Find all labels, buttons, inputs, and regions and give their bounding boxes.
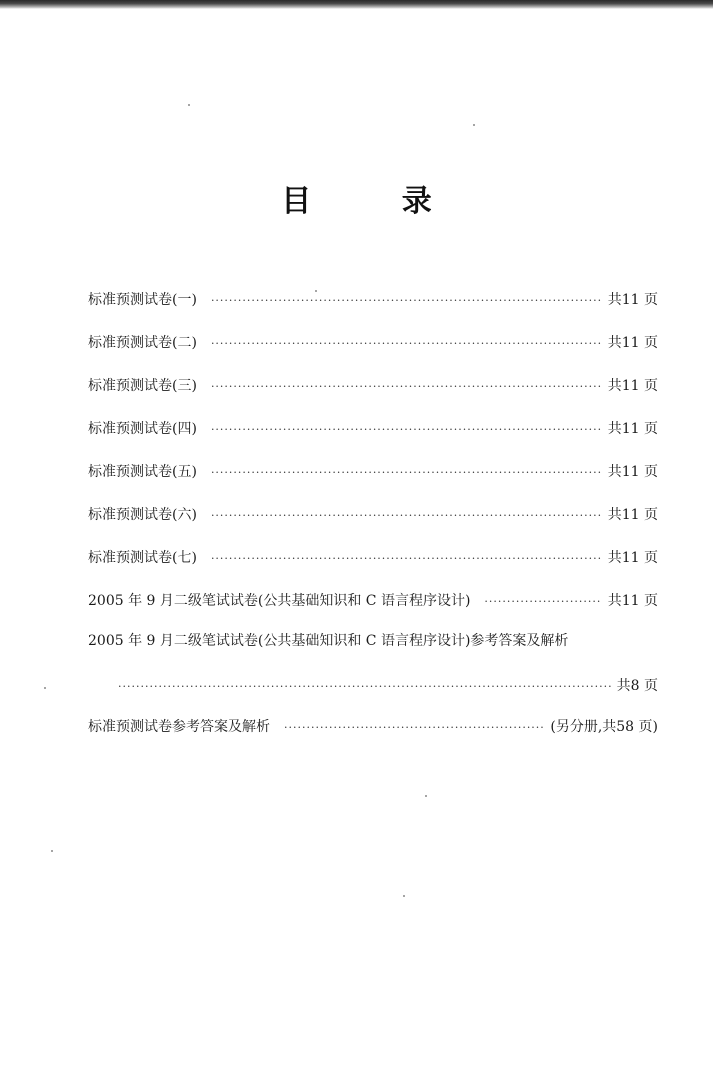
toc-leader-dots — [118, 677, 611, 697]
toc-entry-9[interactable] — [88, 631, 658, 651]
toc-entry-6[interactable] — [88, 505, 658, 526]
scan-speck — [188, 104, 190, 106]
toc-entry-title: 标准预测试卷(一) — [88, 292, 197, 308]
scan-speck — [403, 895, 405, 897]
scan-speck — [425, 795, 427, 797]
toc-entry-title: 标准预测试卷参考答案及解析 — [88, 719, 270, 735]
scan-edge — [0, 0, 713, 9]
scan-speck — [473, 124, 475, 126]
toc-entry-pages: 共11 页 — [607, 378, 658, 394]
scan-speck — [44, 687, 46, 689]
toc-leader-dots — [284, 718, 544, 738]
scan-speck — [51, 850, 53, 852]
toc-leader-dots — [211, 334, 602, 354]
scan-speck — [315, 290, 317, 292]
toc-entry-title: 标准预测试卷(二) — [88, 335, 197, 351]
toc-entry-title: 标准预测试卷(七) — [88, 550, 197, 566]
toc-entry-4[interactable] — [88, 419, 658, 440]
toc-entry-2[interactable] — [88, 333, 658, 354]
toc-entry-7[interactable] — [88, 548, 658, 569]
toc-leader-dots — [211, 506, 602, 526]
toc-entry-title: 标准预测试卷(五) — [88, 464, 197, 480]
toc-entry-pages: 共11 页 — [607, 335, 658, 351]
toc-leader-dots — [211, 549, 602, 569]
toc-entry-5[interactable] — [88, 462, 658, 483]
toc-leader-dots — [211, 291, 602, 311]
toc-entry-8[interactable] — [88, 591, 658, 612]
toc-entry-pages: (另分册,共58 页) — [550, 719, 658, 735]
toc-leader-dots — [211, 420, 602, 440]
toc-entry-title: 2005 年 9 月二级笔试试卷(公共基础知识和 C 语言程序设计) — [88, 593, 471, 609]
toc-entry-title: 标准预测试卷(六) — [88, 507, 197, 523]
toc-entry-pages: 共11 页 — [607, 550, 658, 566]
toc-entry-title: 标准预测试卷(三) — [88, 378, 197, 394]
toc-entry-pages: 共11 页 — [607, 292, 658, 308]
toc-entry-pages: 共11 页 — [607, 593, 658, 609]
toc-entry-title: 标准预测试卷(四) — [88, 421, 197, 437]
toc-entry-pages: 共8 页 — [616, 678, 658, 694]
toc-entry-3[interactable] — [88, 376, 658, 397]
page-title: 目 录 — [281, 184, 472, 219]
toc-leader-dots — [211, 463, 602, 483]
toc-entry-pages: 共11 页 — [607, 464, 658, 480]
toc-entry-9-continuation[interactable] — [118, 676, 658, 697]
toc-leader-dots — [484, 592, 601, 612]
toc-entry-pages: 共11 页 — [607, 507, 658, 523]
toc-entry-pages: 共11 页 — [607, 421, 658, 437]
toc-leader-dots — [211, 377, 602, 397]
toc-entry-10[interactable] — [88, 717, 658, 738]
toc-entry-1[interactable] — [88, 290, 658, 311]
toc-entry-title: 2005 年 9 月二级笔试试卷(公共基础知识和 C 语言程序设计)参考答案及解析 — [88, 633, 569, 649]
